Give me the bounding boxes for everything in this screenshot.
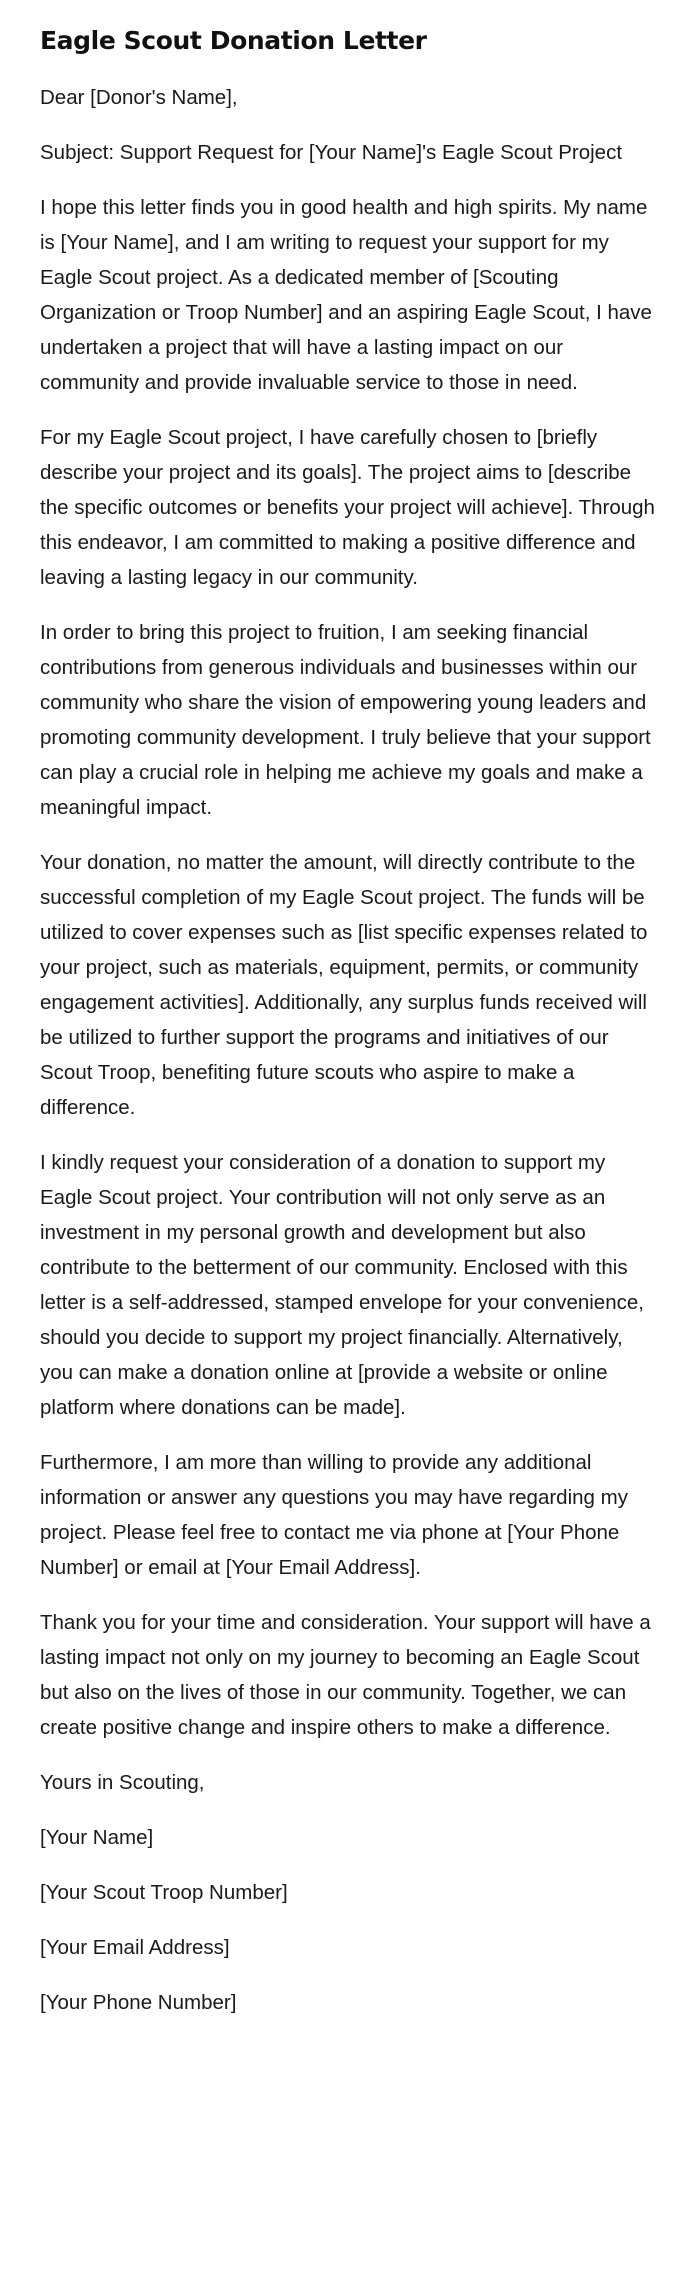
salutation: Dear [Donor's Name], bbox=[40, 86, 238, 109]
signature-phone: [Your Phone Number] bbox=[40, 1991, 237, 2014]
body-paragraph-project-description: For my Eagle Scout project, I have carefully chosen to [briefly describe your project and its goals]. The project aims to [describe the specific outcomes or benefits your project will achieve]. Through this endeavor, I am committed to making a positive difference and leaving a lasting legacy in our community. bbox=[40, 426, 655, 589]
body-paragraph-contact-info: Furthermore, I am more than willing to provide any additional information or answer any questions you may have regarding my project. Please feel free to contact me via phone at [Your Phone Number] or email at [Your Email Address]. bbox=[40, 1451, 628, 1579]
closing: Yours in Scouting, bbox=[40, 1771, 205, 1794]
signature-troop-number: [Your Scout Troop Number] bbox=[40, 1881, 288, 1904]
body-paragraph-funding-request: In order to bring this project to fruition, I am seeking financial contributions from generous individuals and businesses within our community who share the vision of empowering young leaders and promoting community development. I truly believe that your support can play a crucial role in helping me achieve my goals and make a meaningful impact. bbox=[40, 621, 651, 819]
body-paragraph-thank-you: Thank you for your time and consideration. Your support will have a lasting impact not only on my journey to becoming an Eagle Scout but also on the lives of those in our community. Together, we can create positive change and inspire others to make a difference. bbox=[40, 1611, 651, 1739]
signature-email: [Your Email Address] bbox=[40, 1936, 230, 1959]
subject-line: Subject: Support Request for [Your Name]'s Eagle Scout Project bbox=[40, 141, 623, 164]
body-paragraph-donation-methods: I kindly request your consideration of a donation to support my Eagle Scout project. Your contribution will not only serve as an investment in my personal growth and development but also contribute to the betterment of our community. Enclosed with this letter is a self-addressed, stamped envelope for your convenience, should you decide to support my project financially. Alternatively, you can make a donation online at [provide a website or online platform where donations can be made]. bbox=[40, 1151, 644, 1419]
letter-body bbox=[40, 80, 660, 2020]
letter-title: Eagle Scout Donation Letter bbox=[40, 26, 427, 55]
body-paragraph-introduction: I hope this letter finds you in good health and high spirits. My name is [Your Name], and I am writing to request your support for my Eagle Scout project. As a dedicated member of [Scouting Organization or Troop Number] and an aspiring Eagle Scout, I have undertaken a project that will have a lasting impact on our community and provide invaluable service to those in need. bbox=[40, 196, 652, 394]
body-paragraph-donation-usage: Your donation, no matter the amount, will directly contribute to the successful completion of my Eagle Scout project. The funds will be utilized to cover expenses such as [list specific expenses related to your project, such as materials, equipment, permits, or community engagement activities]. Additionally, any surplus funds received will be utilized to further support the programs and initiatives of our Scout Troop, benefiting future scouts who aspire to make a difference. bbox=[40, 851, 648, 1119]
signature-name: [Your Name] bbox=[40, 1826, 154, 1849]
